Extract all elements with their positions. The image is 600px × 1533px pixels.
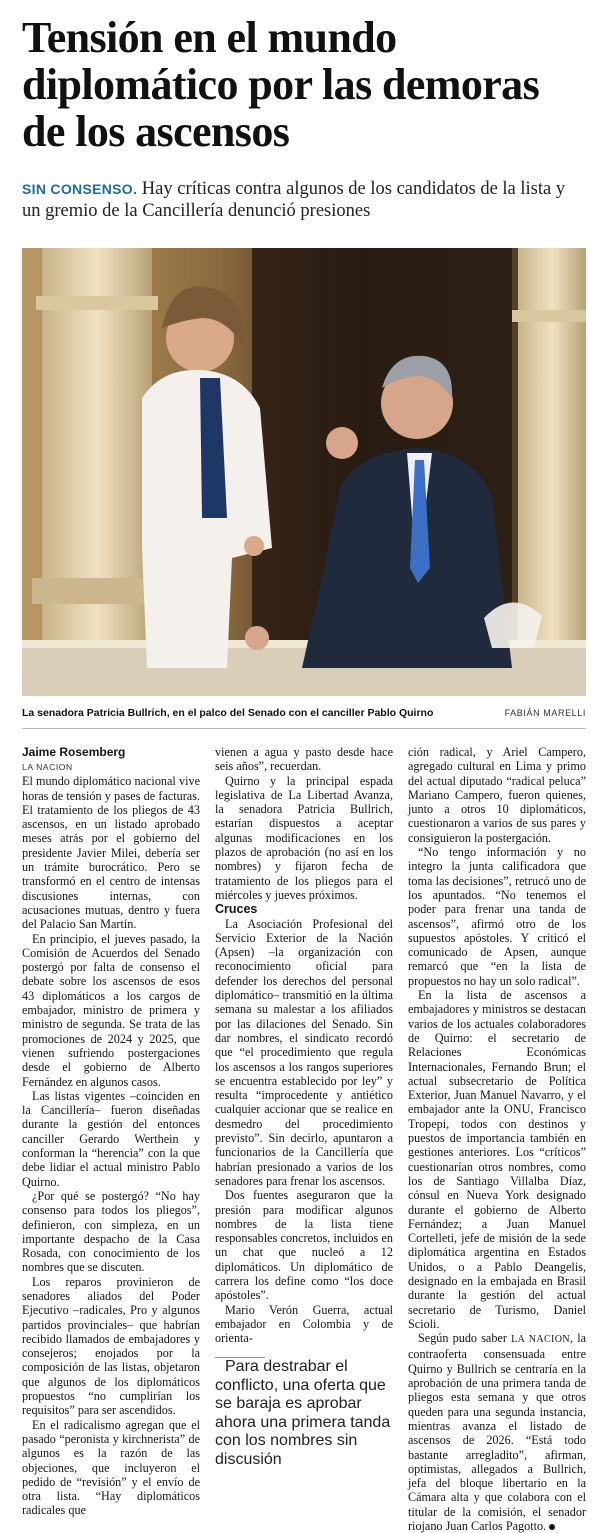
byline: Jaime Rosemberg bbox=[22, 745, 126, 759]
paragraph: Dos fuentes aseguraron que la presión para modificar algunos nombres de la lista tiene responsables concretos, incluidos en un chat que nucleó a 12 diplomáticos. Un diplomático de carrera los define como “los doce apóstoles”. bbox=[215, 1188, 393, 1303]
column-1 bbox=[22, 745, 200, 1518]
news-photo bbox=[22, 248, 586, 696]
final-post: , la contraoferta consensuada entre Quirno y Bullrich se centraría en la aprobación de una primera tanda de pliegos esta semana y que otros queden para una segunda instancia, mientras avanza el listado de ascensos de 2026. “Está todo bastante arregladito”, afirman, optimistas, allegados a Bullrich, jefa del bloque libertario en la Cámara alta y que colabora con el titular de la comisión, el senador riojano Juan Carlos Pagotto. bbox=[408, 1331, 587, 1533]
paragraph: Mario Verón Guerra, actual embajador en Colombia y de orienta- bbox=[215, 1302, 393, 1346]
final-outlet: LA NACION bbox=[511, 1334, 571, 1346]
paragraph: El mundo diplomático nacional vive horas de tensión y pases de facturas. El tratamiento de los pliegos de 43 ascensos, en un listado aprobado meses atrás por el gobierno del presidente Javier Milei, debería ser un trámite burocrático. Pero se transformó en el centro de intensas discusiones internas, con acusaciones mutuas, dentro y fuera del Palacio San Martín. bbox=[22, 774, 200, 932]
paragraph: vienen a agua y pasto desde hace seis años”, recuerdan. bbox=[215, 745, 393, 774]
kicker: SIN CONSENSO. bbox=[22, 181, 138, 197]
paragraph: La Asociación Profesional del Servicio Exterior de la Nación (Apsen) –la organización con reconocimiento oficial para defender los derechos del personal diplomático– transmitió en la última semana su malestar a los afiliados por las dilaciones del Senado. Sin dar nombres, el sindicato recordó que “el procedimiento que regula los ascensos a los rangos superiores se encuentra establecido por ley” y resulta “improcedente y antiético cualquier accionar que se realice en desmedro del procedimiento previsto”. Sin decirlo, apuntaron a funcionarios de la Cancillería que habrían presionado a varios de los senadores para frenar los ascensos. bbox=[215, 916, 393, 1188]
paragraph: Las listas vigentes –coinciden en la Cancillería– fueron diseñadas durante la gestión del entonces canciller Gerardo Werthein y conforman la “herencia” con la que debe lidiar el actual ministro Pablo Quirno. bbox=[22, 1088, 200, 1189]
deck-text: Hay críticas contra algunos de los candidatos de la lista y un gremio de la Cancillería denunció presiones bbox=[22, 179, 566, 221]
subhead: Cruces bbox=[215, 902, 258, 917]
paragraph: ción radical, y Ariel Campero, agregado cultural en Lima y primo del actual diputado “radical peluca” Mariano Campero, fueron quienes, junto a otros 10 diplomáticos, cuestionaron a varios de sus pares y consiguieron la postergación. bbox=[408, 745, 586, 845]
end-mark-icon bbox=[549, 1524, 555, 1530]
pull-quote: Para destrabar el conflicto, una oferta que se baraja es aprobar ahora una primera tanda con los nombres sin discusión bbox=[215, 1358, 391, 1468]
paragraph: En la lista de ascensos a embajadores y ministros se destacan varios de los actuales colaboradores de Quirno: el secretario de Relaciones Económicas Internacionales, Fernando Brun; el actual subsecretario de Política Exterior, Juan Manuel Navarro, y el embajador ante la ONU, Francisco Tropepi, todos con destinos y puestos de importancia también en gestiones anteriores. Los “críticos” cuestionarían otros nombres, como los de Santiago Villalba Díaz, cónsul en Nueva York designado durante el gobierno de Alberto Fernández; a Juan Manuel Cortelleti, jefe de misión de la sede diplomática argentina en Estados Unidos, o a Pablo Deangelis, designado en la embajada en Brasil durante la gestión del actual secretario de Turismo, Daniel Scioli. bbox=[408, 988, 586, 1331]
photo-caption: La senadora Patricia Bullrich, en el palco del Senado con el canciller Pablo Quirno bbox=[22, 707, 434, 719]
photo-caption-bar bbox=[22, 704, 586, 722]
deck bbox=[22, 178, 582, 222]
paragraph: Quirno y la principal espada legislativa de La Libertad Avanza, la senadora Patricia Bullrich, estarían dispuestos a aceptar algunas modificaciones en los plazos de aprobación (no así en los nombres) y fijaron fecha de tratamiento de los pliegos para el miércoles y jueves próximos. bbox=[215, 773, 393, 902]
headline: Tensión en el mundo diplomático por las demoras de los ascensos bbox=[22, 13, 540, 156]
paragraph: En principio, el jueves pasado, la Comisión de Acuerdos del Senado postergó por falta de consenso el debate sobre los ascensos de esos 43 diplomáticos a los cargos de embajador, ministro de primera y ministro de segunda. Se trata de las promociones de 2024 y 2025, que vienen sufriendo postergaciones desde el gobierno de Alberto Fernández en algunos casos. bbox=[22, 931, 200, 1089]
column-2 bbox=[215, 745, 393, 1469]
divider bbox=[22, 728, 586, 729]
outlet: LA NACION bbox=[22, 762, 73, 772]
paragraph: “No tengo información y no integro la junta calificadora que toma las decisiones”, retrucó uno de los apuntados. “No tenemos el poder para frenar una tanda de ascensos”, afirmó otro de los supuestos apóstoles. Y criticó el comunicado de Apsen, aunque remarcó que “en la lista de propuestos no hay un solo radical”. bbox=[408, 845, 586, 988]
paragraph: ¿Por qué se postergó? “No hay consenso para todos los pliegos”, definieron, con simpleza, en un importante despacho de la Casa Rosada, con conocimiento de los nombres que se discuten. bbox=[22, 1188, 200, 1275]
paragraph: Los reparos provinieron de senadores aliados del Poder Ejecutivo –radicales, Pro y algunos partidos provinciales– que habrían recibido llamados de embajadores y consejeros; enojados por la composición de las listas, objetaron que algunos de los diplomáticos propuestos “no cumplirían los requisitos” para ser ascendidos. bbox=[22, 1274, 200, 1418]
photo-credit: FABIÁN MARELLI bbox=[504, 708, 586, 718]
column-3 bbox=[408, 745, 586, 1533]
paragraph-final bbox=[408, 1331, 586, 1533]
final-pre: Según pudo saber bbox=[418, 1331, 507, 1346]
paragraph: En el radicalismo agregan que el pasado “peronista y kirchnerista” de algunos es la razón de las objeciones, que incluyeron el pedido de “revisión” y el envío de otra lista. “Hay diplomáticos radicales que bbox=[22, 1417, 200, 1518]
